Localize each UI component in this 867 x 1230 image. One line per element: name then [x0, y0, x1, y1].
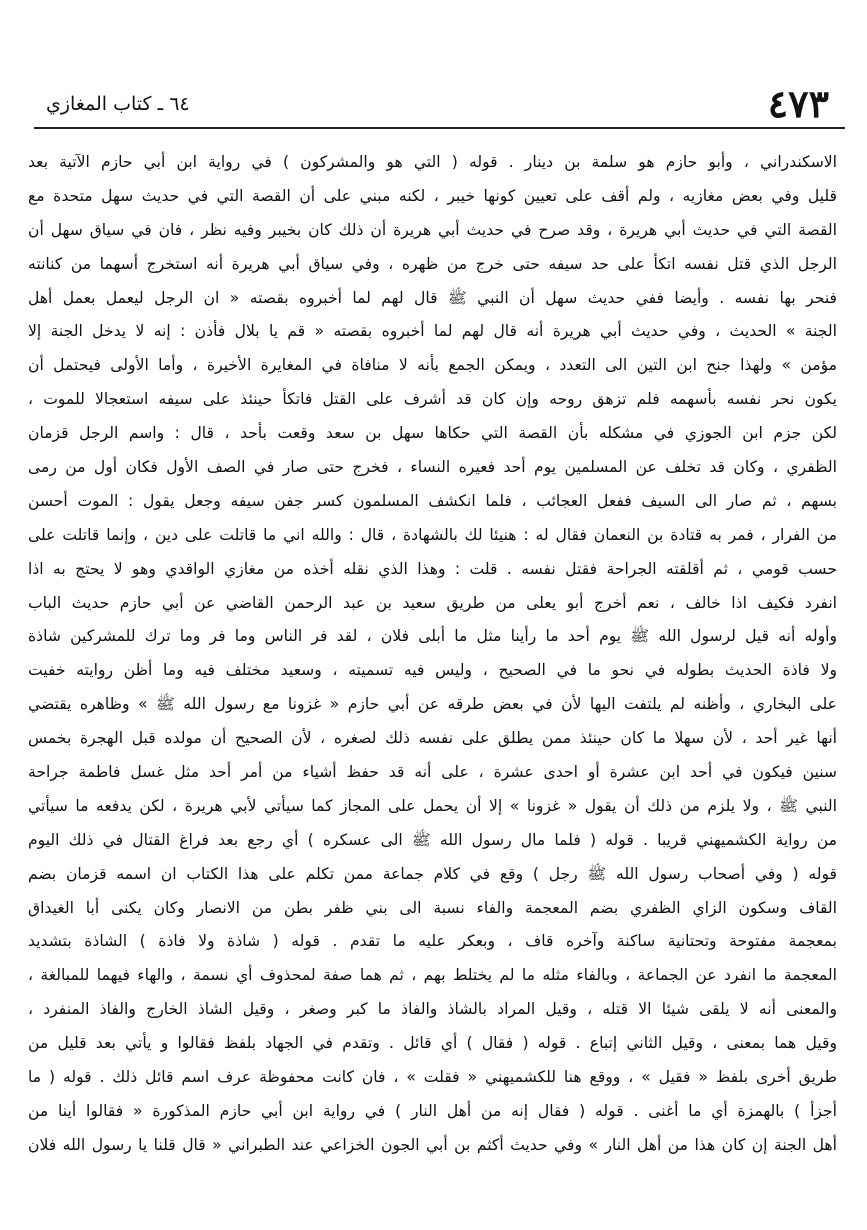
text-line: قوله ( وفي أصحاب رسول الله ﷺ رجل ) وقع في كلام جماعة ممن تكلم على هذا الكتاب ان اسمه قزمان بضم — [28, 864, 837, 883]
text-line: حسب قومي ، ثم أقلقته الجراحة فقتل نفسه . قلت : وهذا الذي نقله أخذه من مغازي الواقدي وهو لا يحتج به اذا — [28, 559, 837, 578]
page-number: ٤٧٣ — [767, 81, 829, 126]
text-line: القاف وسكون الزاي الظفري بضم المعجمة والفاء نسبة الى بني ظفر بطن من الانصار وكان يكنى أبا الغيداق — [28, 898, 837, 917]
text-line: وأوله أنه قيل لرسول الله ﷺ يوم أحد ما رأينا مثل ما أبلى فلان ، لقد فر الناس وما فر وما ترك للمشركين شاذة — [28, 627, 837, 646]
header-rule — [34, 127, 845, 129]
text-line: الاسكندراني ، وأبو حازم هو سلمة بن دينار . قوله ( التي هو والمشركون ) في رواية ابن أبي حازم الآتية بعد — [28, 153, 837, 171]
text-line: من رواية الكشميهني قريبا . قوله ( فلما مال رسول الله ﷺ الى عسكره ) أي رجع بعد فراغ القتال في ذلك اليوم — [28, 830, 837, 849]
text-line: بمعجمة مفتوحة وتحتانية ساكنة وآخره قاف ، وبعكر عليه ما تقدم . قوله ( شاذة ولا فاذة ) الشاذة بتشديد — [28, 932, 837, 951]
text-line: المعجمة ما انفرد عن الجماعة ، وبالفاء مثله ما لم يختلط بهم ، ثم هما صفة لمحذوف أي نسمة ، والهاء فيهما للمبالغة ، — [28, 966, 837, 985]
text-line: والمعنى أنه لا يلقى شيئا الا قتله ، وقيل المراد بالشاذ والفاذ ما كبر وصغر ، وقيل الشاذ الخارج والفاذ المنفرد ، — [28, 1000, 837, 1019]
text-line: وقيل هما بمعنى ، وقيل الثاني إتباع . قوله ( فقال ) أي قائل . وتقدم في الجهاد بلفظ فقالوا و يأتي بعد قليل من — [28, 1034, 837, 1053]
text-line: أجزأ ) بالهمزة أي ما أغنى . قوله ( فقال إنه من أهل النار ) في رواية ابن أبي حازم المذكورة « فقالوا أينا من — [28, 1101, 837, 1120]
text-body — [28, 146, 837, 1163]
text-line: أنها غير أحد ، لأن سهلا ما كان حينئذ ممن يطلق على نفسه ذلك لصغره ، لأن الصحيح أن مولده قبل الهجرة بخمس — [28, 729, 837, 748]
text-line: بسهم ، ثم صار الى السيف ففعل العجائب ، فلما انكشف المسلمون كسر جفن سيفه وجعل يقول : الموت أحسن — [28, 491, 837, 510]
text-line: أهل الجنة إن كان هذا من أهل النار » وفي حديث أكثم بن أبي الجون الخزاعي عند الطبراني « قال قلنا يا رسول الله فلان — [28, 1135, 837, 1154]
page-header — [34, 82, 847, 126]
text-line: على البخاري ، وأظنه لم يلتفت اليها لأن في بعض طرقه عن أبي حازم « غزونا مع رسول الله ﷺ » وظاهره يقتضي — [28, 695, 837, 714]
text-line: من الفرار ، فمر به قتادة بن النعمان فقال له : هنيئا لك بالشهادة ، قال : والله اني ما قاتلت على دين ، وإنما قاتلت على — [28, 525, 837, 544]
text-line: طريق أخرى بلفظ « فقيل » ، ووقع هنا للكشميهني « فقلت » ، فان كانت محفوظة عرف اسم قائل ذلك . قوله ( ما — [28, 1068, 837, 1087]
text-line: قليل وفي بعض مغازيه ، ولم أقف على تعيين كونها خيبر ، لكنه مبني على أن القصة التي في حديث سهل متحدة مع — [28, 186, 837, 205]
text-line: الرجل الذي قتل نفسه اتكأ على حد سيفه حتى خرج من ظهره ، وفي سياق أبي هريرة أنه استخرج أسهما من كنانته — [28, 254, 837, 273]
text-line: الجنة » الحديث ، وفي حديث أبي هريرة أنه قال لهم لما أخبروه بقصته « قم يا بلال فأذن : إنه لا يدخل الجنة إلا — [28, 322, 837, 341]
text-line: الظفري ، وكان قد تخلف عن المسلمين يوم أحد فعيره النساء ، فخرج حتى صار في الصف الأول فكان أول من رمى — [28, 458, 837, 477]
text-line: النبي ﷺ ، ولا يلزم من ذلك أن يقول « غزونا » إلا أن يحمل على المجاز كما سيأتي لأبي هريرة ، لكن يدفعه ما سيأتي — [28, 796, 837, 815]
text-line: سنين فيكون في أحد ابن عشرة أو احدى عشرة ، على أنه قد حفظ أشياء من أمر أحد مثل غسل فاطمة جراحة — [28, 763, 837, 782]
text-line: مؤمن » ولهذا جنح ابن التين الى التعدد ، ويمكن الجمع بأنه لا منافاة في المغايرة الأخيرة ، وأما الأولى فيحتمل أن — [28, 356, 837, 375]
text-line: القصة التي في حديث أبي هريرة ، وقد صرح في حديث أبي هريرة أن ذلك كان بخيبر وفيه نظر ، فان في سياق سهل أن — [28, 220, 837, 239]
text-line: لكن جزم ابن الجوزي في مشكله بأن القصة التي حكاها سهل بن سعد وقعت بأحد ، قال : واسم الرجل قزمان — [28, 424, 837, 443]
text-line: يكون نحر نفسه بأسهمه فلم تزهق روحه وإن كان قد أشرف على القتل فاتكأ حينئذ على سيفه استعجالا للموت ، — [28, 390, 837, 409]
running-head: ٦٤ ـ كتاب المغازي — [46, 93, 190, 115]
text-line: فنحر بها نفسه . وأيضا ففي حديث سهل أن النبي ﷺ قال لهم لما أخبروه بقصته « ان الرجل ليعمل بعمل أهل — [28, 288, 837, 307]
text-line: انفرد فكيف اذا خالف ، نعم أخرج أبو يعلى من طريق سعيد بن عبد الرحمن القاضي عن أبي حازم حديث الباب — [28, 593, 837, 612]
text-line: ولا فاذة الحديث بطوله في نحو ما في الصحيح ، وليس فيه تسميته ، وسعيد مختلف فيه وما أظن روايته خفيت — [28, 661, 837, 680]
